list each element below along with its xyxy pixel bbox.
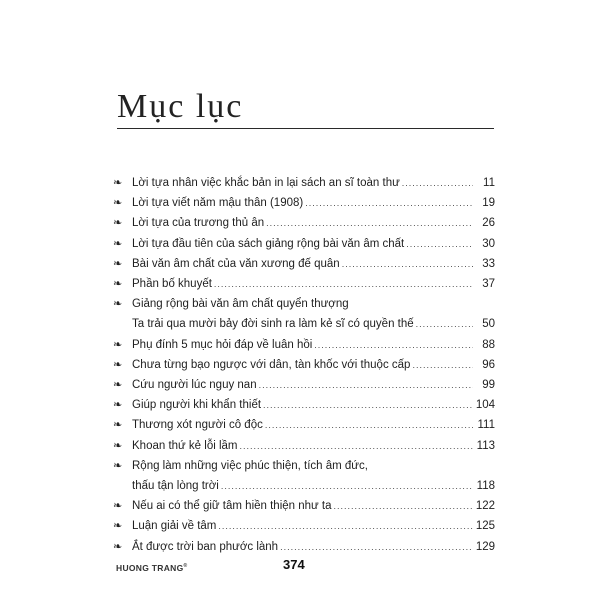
fleuron-icon: ❧ — [113, 379, 123, 392]
toc-entry — [113, 234, 495, 254]
toc-entry — [113, 274, 495, 294]
dot-leader — [266, 213, 473, 233]
toc-entry-page: 96 — [482, 358, 495, 371]
toc-entry — [113, 173, 495, 193]
toc-entry-line — [113, 516, 495, 536]
toc-entry-title: Lời tựa đầu tiên của sách giảng rộng bài văn âm chất — [132, 237, 405, 250]
fleuron-icon: ❧ — [113, 540, 123, 553]
toc-entry-title: Giảng rộng bài văn âm chất quyển thượng — [132, 298, 349, 311]
toc-entry-page: 37 — [482, 278, 495, 291]
dot-leader — [305, 193, 473, 213]
toc-entry-title: Lời tựa nhân việc khắc bản in lại sách an sĩ toàn thư — [132, 177, 400, 189]
toc-entry — [113, 254, 495, 274]
toc-entry-line — [113, 173, 495, 193]
toc-entry-line — [113, 234, 495, 254]
toc-entry-title: Ắt được trời ban phước lành — [132, 540, 279, 553]
toc-entry — [113, 436, 495, 456]
toc-entry-title: Khoan thứ kẻ lỗi lầm — [132, 439, 238, 452]
toc-entry-title: Rộng làm những việc phúc thiện, tích âm đức, — [132, 459, 368, 472]
toc-entry — [113, 516, 495, 536]
toc-entry — [113, 355, 495, 375]
toc-entry-page: 88 — [482, 338, 495, 351]
fleuron-icon: ❧ — [113, 298, 123, 311]
fleuron-icon: ❧ — [113, 459, 123, 472]
fleuron-icon: ❧ — [113, 278, 123, 291]
toc-entry-line — [113, 274, 495, 294]
fleuron-icon: ❧ — [113, 500, 123, 513]
dot-leader — [265, 415, 473, 435]
toc-entry-title: Lời tựa của trương thủ ân — [132, 217, 265, 230]
toc-entry-page: 33 — [482, 257, 495, 270]
toc-entry-page: 26 — [482, 217, 495, 230]
toc-entry-line — [113, 294, 495, 314]
fleuron-icon: ❧ — [113, 177, 123, 189]
toc-entry-title: thấu tận lòng trời — [132, 480, 219, 493]
toc-entry-page: 113 — [476, 439, 495, 452]
publisher-name: HUONG TRANG — [116, 563, 184, 573]
toc-entry — [113, 213, 495, 233]
toc-entry-title: Ta trải qua mười bảy đời sinh ra làm kẻ sĩ có quyền thế — [132, 318, 414, 331]
toc-entry-line — [113, 213, 495, 233]
toc-entry-page: 122 — [475, 500, 495, 513]
dot-leader — [240, 436, 473, 456]
toc-entry-line — [113, 436, 495, 456]
page-number: 374 — [283, 557, 305, 572]
dot-leader — [314, 335, 473, 355]
toc-entry — [113, 496, 495, 516]
toc-entry — [113, 375, 495, 395]
toc-entry-title: Phụ đính 5 mục hỏi đáp về luân hồi — [132, 338, 313, 351]
dot-leader — [263, 395, 473, 415]
toc-entry-page: 30 — [482, 237, 495, 250]
toc-entry-line — [113, 415, 495, 435]
dot-leader — [221, 476, 473, 496]
toc-entry-line — [113, 395, 495, 415]
toc-entry-page: 118 — [476, 480, 495, 493]
dot-leader — [334, 496, 473, 516]
toc-entry-title: Phần bố khuyết — [132, 278, 212, 291]
toc-entry-title: Lời tựa viết năm mậu thân (1908) — [132, 197, 304, 210]
toc-entry-line — [113, 335, 495, 355]
fleuron-icon: ❧ — [113, 520, 123, 533]
toc-entry — [113, 537, 495, 557]
toc-entry-page: 104 — [475, 399, 495, 412]
toc-entry-title: Nếu ai có thể giữ tâm hiền thiện như ta — [132, 500, 332, 513]
toc-entry — [113, 415, 495, 435]
fleuron-icon: ❧ — [113, 419, 123, 432]
toc-entry-line — [113, 375, 495, 395]
fleuron-icon: ❧ — [113, 237, 123, 250]
toc-entry-line — [113, 193, 495, 213]
toc-entry-title: Giúp người khi khẩn thiết — [132, 399, 262, 412]
fleuron-icon: ❧ — [113, 217, 123, 230]
toc-entry — [113, 395, 495, 415]
dot-leader — [416, 314, 473, 334]
dot-leader — [402, 173, 473, 193]
toc-entry-line — [113, 254, 495, 274]
page-title: Mục lục — [117, 88, 244, 125]
toc-entry-page: 11 — [483, 177, 495, 189]
fleuron-icon: ❧ — [113, 338, 123, 351]
table-of-contents — [113, 173, 495, 557]
fleuron-icon: ❧ — [113, 197, 123, 210]
toc-entry-page: 129 — [475, 540, 495, 553]
toc-entry-line — [113, 537, 495, 557]
toc-entry-title: Luận giải về tâm — [132, 520, 217, 533]
toc-entry-line — [113, 314, 495, 334]
toc-entry-page: 111 — [477, 419, 495, 432]
toc-entry — [113, 294, 495, 334]
toc-entry — [113, 335, 495, 355]
toc-entry-page: 50 — [482, 318, 495, 331]
dot-leader — [412, 355, 473, 375]
fleuron-icon: ❧ — [113, 399, 123, 412]
toc-entry-title: Bài văn âm chất của văn xương đế quân — [132, 257, 340, 270]
toc-entry-page: 19 — [482, 197, 495, 210]
toc-entry-line — [113, 476, 495, 496]
toc-entry-title: Thương xót người cô độc — [132, 419, 263, 432]
fleuron-icon: ❧ — [113, 439, 123, 452]
registered-mark: ® — [183, 563, 188, 570]
toc-entry-page: 99 — [482, 379, 495, 392]
dot-leader — [280, 537, 473, 557]
toc-entry-line — [113, 496, 495, 516]
toc-entry-title: Cứu người lúc nguy nan — [132, 379, 257, 392]
dot-leader — [342, 254, 473, 274]
dot-leader — [259, 375, 473, 395]
toc-entry-title: Chưa từng bạo ngược với dân, tàn khốc với thuộc cấp — [132, 358, 411, 371]
toc-entry — [113, 456, 495, 496]
toc-entry-line — [113, 456, 495, 476]
publisher-logo — [116, 563, 188, 573]
toc-entry-page: 125 — [475, 520, 495, 533]
toc-entry — [113, 193, 495, 213]
dot-leader — [406, 234, 473, 254]
dot-leader — [214, 274, 473, 294]
fleuron-icon: ❧ — [113, 257, 123, 270]
toc-entry-line — [113, 355, 495, 375]
dot-leader — [218, 516, 473, 536]
title-divider — [117, 128, 494, 129]
fleuron-icon: ❧ — [113, 358, 123, 371]
